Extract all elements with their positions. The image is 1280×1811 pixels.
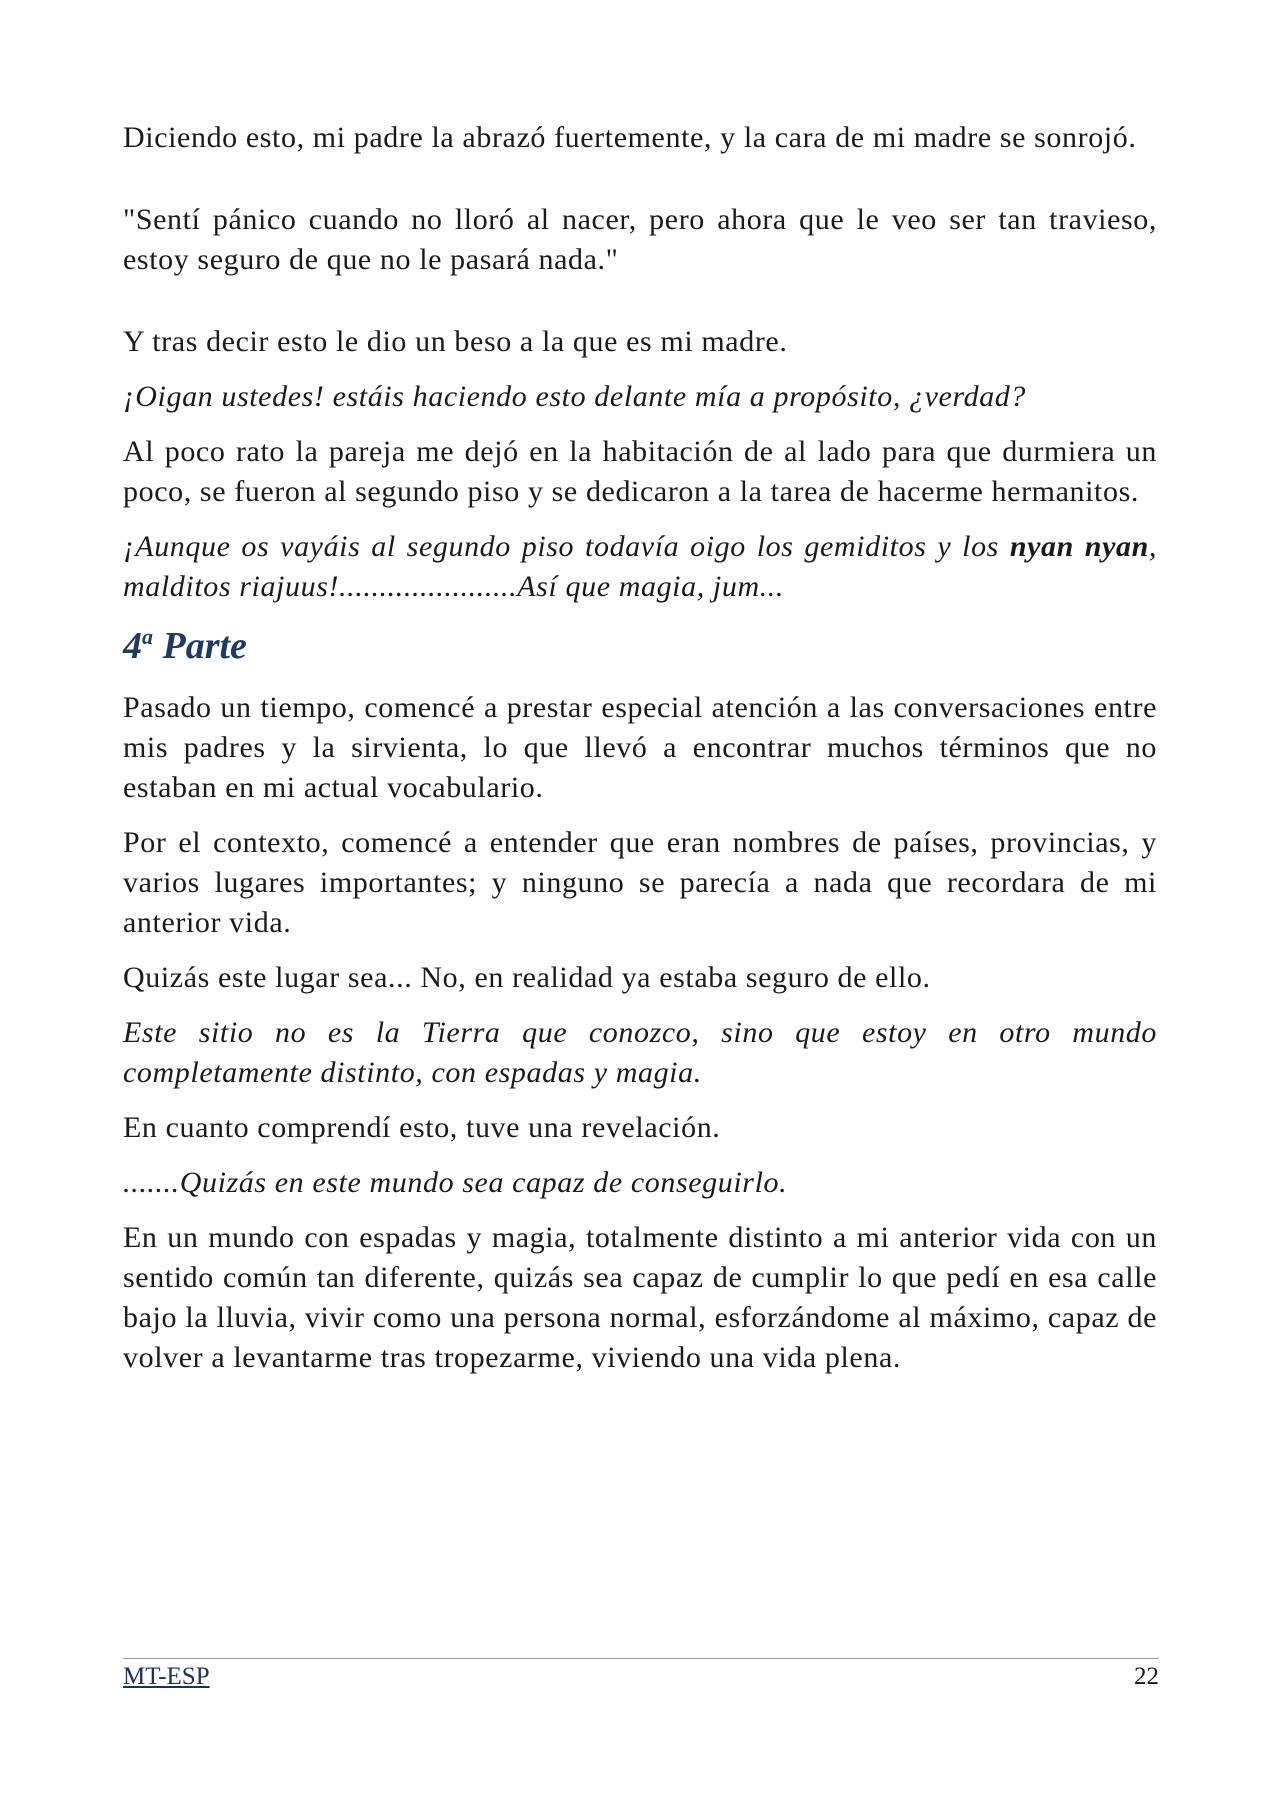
paragraph: "Sentí pánico cuando no lloró al nacer, pero ahora que le veo ser tan travieso, estoy seguro de que no le pasará nada." xyxy=(123,203,1157,276)
paragraph: Diciendo esto, mi padre la abrazó fuertemente, y la cara de mi madre se sonrojó. xyxy=(123,121,1137,154)
paragraph: Y tras decir esto le dio un beso a la que es mi madre. xyxy=(123,325,788,358)
page-body xyxy=(123,118,1157,1393)
paragraph: En cuanto comprendí esto, tuve una revelación. xyxy=(123,1111,721,1144)
page-number: 22 xyxy=(1134,1663,1159,1690)
italic-paragraph: ¡Oigan ustedes! estáis haciendo esto delante mía a propósito, ¿verdad? xyxy=(123,380,1027,413)
heading-ordinal: a xyxy=(142,624,153,649)
paragraph: Quizás este lugar sea... No, en realidad ya estaba seguro de ello. xyxy=(123,961,931,994)
italic-paragraph: .......Quizás en este mundo sea capaz de conseguirlo. xyxy=(123,1166,788,1199)
section-heading xyxy=(123,622,1157,670)
footer-link[interactable]: MT-ESP xyxy=(123,1663,210,1690)
bold-italic-text: nyan nyan xyxy=(1009,530,1149,563)
footer-divider xyxy=(123,1658,1159,1659)
paragraph: En un mundo con espadas y magia, totalmente distinto a mi anterior vida con un sentido común tan diferente, quizás sea capaz de cumplir lo que pedí en esa calle bajo la lluvia, vivir como una persona normal, esforzándome al máximo, capaz de volver a levantarme tras tropezarme, viviendo una vida plena. xyxy=(123,1221,1157,1374)
paragraph: Pasado un tiempo, comencé a prestar especial atención a las conversaciones entre mis padres y la sirvienta, lo que llevó a encontrar muchos términos que no estaban en mi actual vocabulario. xyxy=(123,691,1157,804)
italic-text: , malditos riajuus!......................Así que magia, jum... xyxy=(123,530,1157,603)
italic-paragraph: Este sitio no es la Tierra que conozco, sino que estoy en otro mundo completamente distinto, con espadas y magia. xyxy=(123,1016,1157,1089)
italic-text: ¡Aunque os vayáis al segundo piso todavía oigo los gemiditos y los xyxy=(123,530,1010,563)
paragraph: Por el contexto, comencé a entender que eran nombres de países, provincias, y varios lugares importantes; y ninguno se parecía a nada que recordara de mi anterior vida. xyxy=(123,826,1157,939)
italic-paragraph xyxy=(123,527,1157,607)
paragraph: Al poco rato la pareja me dejó en la habitación de al lado para que durmiera un poco, se fueron al segundo piso y se dedicaron a la tarea de hacerme hermanitos. xyxy=(123,435,1157,508)
heading-number: 4 xyxy=(123,625,142,667)
heading-label: Parte xyxy=(153,625,247,667)
